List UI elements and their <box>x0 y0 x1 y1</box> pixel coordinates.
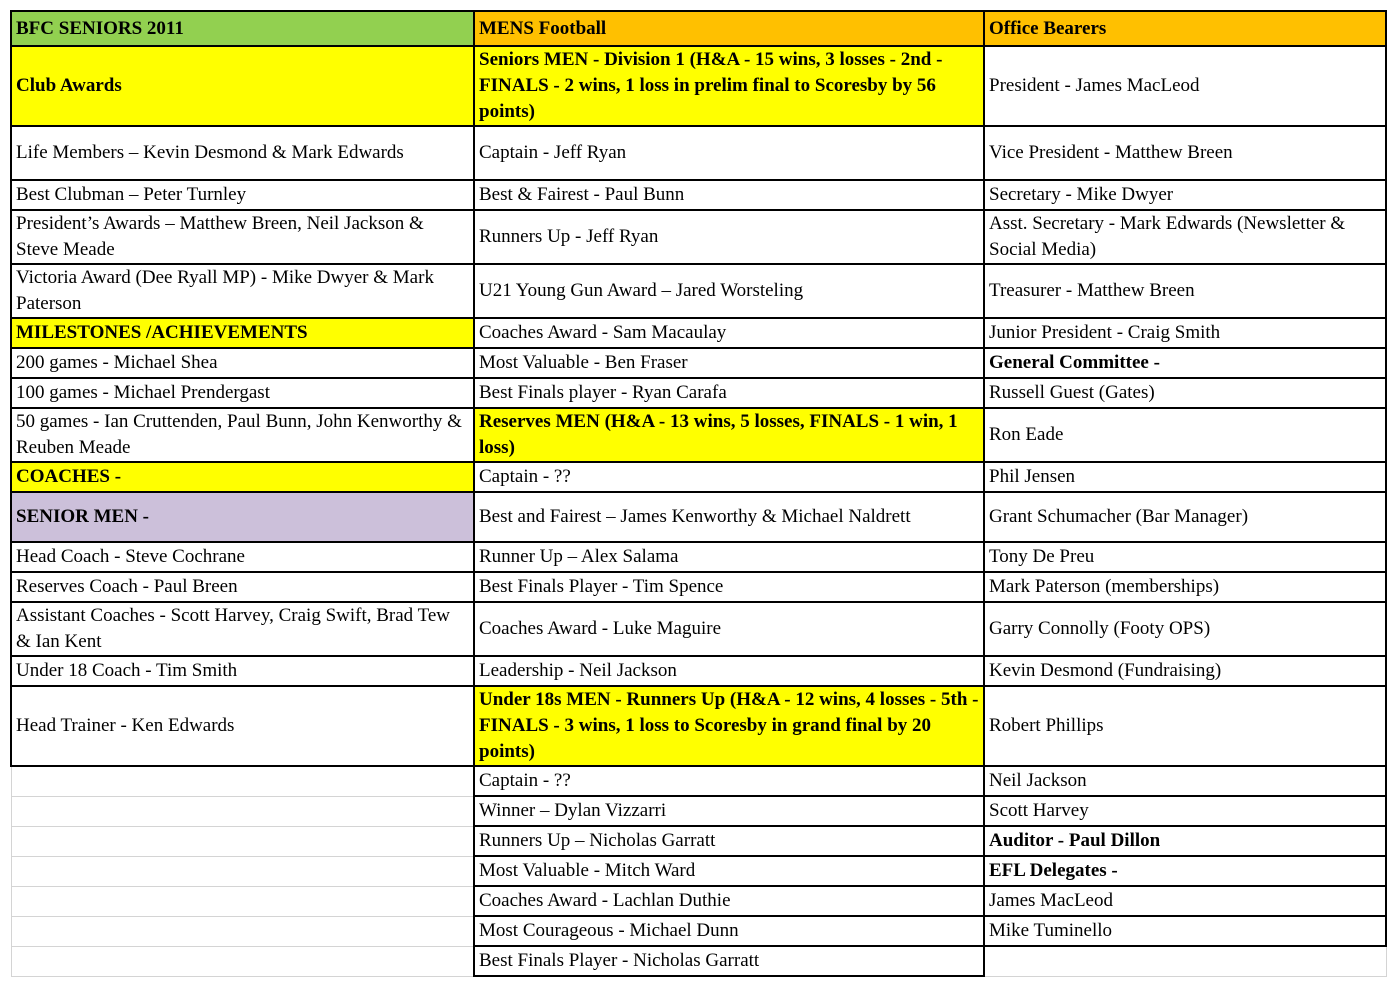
table-row <box>11 348 1386 378</box>
cell-office-bearers-col[interactable]: Garry Connolly (Footy OPS) <box>984 602 1386 656</box>
cell-mens-football-col[interactable]: Under 18s MEN - Runners Up (H&A - 12 wins, 4 losses - 5th - FINALS - 3 wins, 1 loss to Scoresby in grand final by 20 points) <box>474 686 984 766</box>
table-row <box>11 408 1386 462</box>
cell-office-bearers-col[interactable]: Mark Paterson (memberships) <box>984 572 1386 602</box>
cell-awards-col[interactable]: Club Awards <box>11 46 474 126</box>
cell-awards-col[interactable] <box>11 766 474 796</box>
cell-awards-col[interactable]: Head Trainer - Ken Edwards <box>11 686 474 766</box>
table-row <box>11 180 1386 210</box>
cell-mens-football-col[interactable]: Coaches Award - Sam Macaulay <box>474 318 984 348</box>
cell-mens-football-col[interactable]: Best & Fairest - Paul Bunn <box>474 180 984 210</box>
cell-awards-col[interactable]: SENIOR MEN - <box>11 492 474 542</box>
cell-awards-col[interactable]: Life Members – Kevin Desmond & Mark Edwards <box>11 126 474 180</box>
table-row <box>11 886 1386 916</box>
table-row <box>11 264 1386 318</box>
cell-office-bearers-col[interactable]: President - James MacLeod <box>984 46 1386 126</box>
cell-office-bearers-col[interactable]: Junior President - Craig Smith <box>984 318 1386 348</box>
cell-office-bearers-col[interactable]: Vice President - Matthew Breen <box>984 126 1386 180</box>
cell-awards-col[interactable] <box>11 856 474 886</box>
table-row <box>11 126 1386 180</box>
cell-mens-football-col[interactable]: Runner Up – Alex Salama <box>474 542 984 572</box>
table-row <box>11 946 1386 976</box>
table-row <box>11 686 1386 766</box>
cell-office-bearers-col[interactable]: Grant Schumacher (Bar Manager) <box>984 492 1386 542</box>
table-row <box>11 318 1386 348</box>
cell-office-bearers-col[interactable]: Kevin Desmond (Fundraising) <box>984 656 1386 686</box>
table-row <box>11 492 1386 542</box>
cell-awards-col[interactable]: Assistant Coaches - Scott Harvey, Craig Swift, Brad Tew & Ian Kent <box>11 602 474 656</box>
cell-mens-football-col[interactable]: Most Valuable - Mitch Ward <box>474 856 984 886</box>
cell-mens-football-col[interactable]: Runners Up - Jeff Ryan <box>474 210 984 264</box>
cell-mens-football-col[interactable]: Best Finals Player - Nicholas Garratt <box>474 946 984 976</box>
cell-mens-football-col[interactable]: Seniors MEN - Division 1 (H&A - 15 wins, 3 losses - 2nd - FINALS - 2 wins, 1 loss in prelim final to Scoresby by 56 points) <box>474 46 984 126</box>
cell-office-bearers-col[interactable]: Tony De Preu <box>984 542 1386 572</box>
cell-mens-football-col[interactable]: Captain - ?? <box>474 462 984 492</box>
cell-awards-col[interactable]: 100 games - Michael Prendergast <box>11 378 474 408</box>
cell-awards-col[interactable] <box>11 886 474 916</box>
cell-awards-col[interactable]: Under 18 Coach - Tim Smith <box>11 656 474 686</box>
header-cell-seniors[interactable]: BFC SENIORS 2011 <box>11 11 474 46</box>
header-cell-office-bearers[interactable]: Office Bearers <box>984 11 1386 46</box>
cell-office-bearers-col[interactable]: Treasurer - Matthew Breen <box>984 264 1386 318</box>
cell-office-bearers-col[interactable]: Neil Jackson <box>984 766 1386 796</box>
cell-awards-col[interactable]: Head Coach - Steve Cochrane <box>11 542 474 572</box>
cell-mens-football-col[interactable]: Captain - ?? <box>474 766 984 796</box>
cell-office-bearers-col[interactable]: Russell Guest (Gates) <box>984 378 1386 408</box>
table-row <box>11 766 1386 796</box>
cell-mens-football-col[interactable]: U21 Young Gun Award – Jared Worsteling <box>474 264 984 318</box>
table-row <box>11 796 1386 826</box>
cell-office-bearers-col[interactable]: Ron Eade <box>984 408 1386 462</box>
cell-office-bearers-col[interactable] <box>984 946 1386 976</box>
header-row <box>11 11 1386 46</box>
awards-spreadsheet <box>10 10 1387 977</box>
cell-awards-col[interactable]: Best Clubman – Peter Turnley <box>11 180 474 210</box>
cell-office-bearers-col[interactable]: Robert Phillips <box>984 686 1386 766</box>
cell-office-bearers-col[interactable]: General Committee - <box>984 348 1386 378</box>
cell-office-bearers-col[interactable]: EFL Delegates - <box>984 856 1386 886</box>
table-row <box>11 572 1386 602</box>
cell-office-bearers-col[interactable]: James MacLeod <box>984 886 1386 916</box>
cell-awards-col[interactable]: 200 games - Michael Shea <box>11 348 474 378</box>
table-row <box>11 542 1386 572</box>
cell-mens-football-col[interactable]: Leadership - Neil Jackson <box>474 656 984 686</box>
table-row <box>11 656 1386 686</box>
table-row <box>11 462 1386 492</box>
cell-awards-col[interactable] <box>11 826 474 856</box>
table-row <box>11 210 1386 264</box>
cell-awards-col[interactable]: 50 games - Ian Cruttenden, Paul Bunn, John Kenworthy & Reuben Meade <box>11 408 474 462</box>
cell-awards-col[interactable]: President’s Awards – Matthew Breen, Neil Jackson & Steve Meade <box>11 210 474 264</box>
cell-office-bearers-col[interactable]: Auditor - Paul Dillon <box>984 826 1386 856</box>
cell-mens-football-col[interactable]: Reserves MEN (H&A - 13 wins, 5 losses, FINALS - 1 win, 1 loss) <box>474 408 984 462</box>
cell-awards-col[interactable]: Reserves Coach - Paul Breen <box>11 572 474 602</box>
cell-awards-col[interactable]: MILESTONES /ACHIEVEMENTS <box>11 318 474 348</box>
cell-mens-football-col[interactable]: Most Valuable - Ben Fraser <box>474 348 984 378</box>
cell-mens-football-col[interactable]: Best and Fairest – James Kenworthy & Michael Naldrett <box>474 492 984 542</box>
cell-office-bearers-col[interactable]: Secretary - Mike Dwyer <box>984 180 1386 210</box>
cell-office-bearers-col[interactable]: Scott Harvey <box>984 796 1386 826</box>
cell-mens-football-col[interactable]: Most Courageous - Michael Dunn <box>474 916 984 946</box>
table-row <box>11 378 1386 408</box>
table-row <box>11 46 1386 126</box>
cell-mens-football-col[interactable]: Best Finals Player - Tim Spence <box>474 572 984 602</box>
cell-awards-col[interactable]: Victoria Award (Dee Ryall MP) - Mike Dwyer & Mark Paterson <box>11 264 474 318</box>
cell-mens-football-col[interactable]: Coaches Award - Luke Maguire <box>474 602 984 656</box>
cell-office-bearers-col[interactable]: Asst. Secretary - Mark Edwards (Newsletter & Social Media) <box>984 210 1386 264</box>
header-cell-mens-football[interactable]: MENS Football <box>474 11 984 46</box>
cell-mens-football-col[interactable]: Coaches Award - Lachlan Duthie <box>474 886 984 916</box>
cell-mens-football-col[interactable]: Runners Up – Nicholas Garratt <box>474 826 984 856</box>
cell-mens-football-col[interactable]: Best Finals player - Ryan Carafa <box>474 378 984 408</box>
cell-office-bearers-col[interactable]: Mike Tuminello <box>984 916 1386 946</box>
cell-awards-col[interactable] <box>11 946 474 976</box>
table-row <box>11 856 1386 886</box>
table-row <box>11 602 1386 656</box>
table-row <box>11 916 1386 946</box>
cell-awards-col[interactable] <box>11 796 474 826</box>
cell-office-bearers-col[interactable]: Phil Jensen <box>984 462 1386 492</box>
table-row <box>11 826 1386 856</box>
cell-mens-football-col[interactable]: Winner – Dylan Vizzarri <box>474 796 984 826</box>
cell-mens-football-col[interactable]: Captain - Jeff Ryan <box>474 126 984 180</box>
cell-awards-col[interactable] <box>11 916 474 946</box>
cell-awards-col[interactable]: COACHES - <box>11 462 474 492</box>
